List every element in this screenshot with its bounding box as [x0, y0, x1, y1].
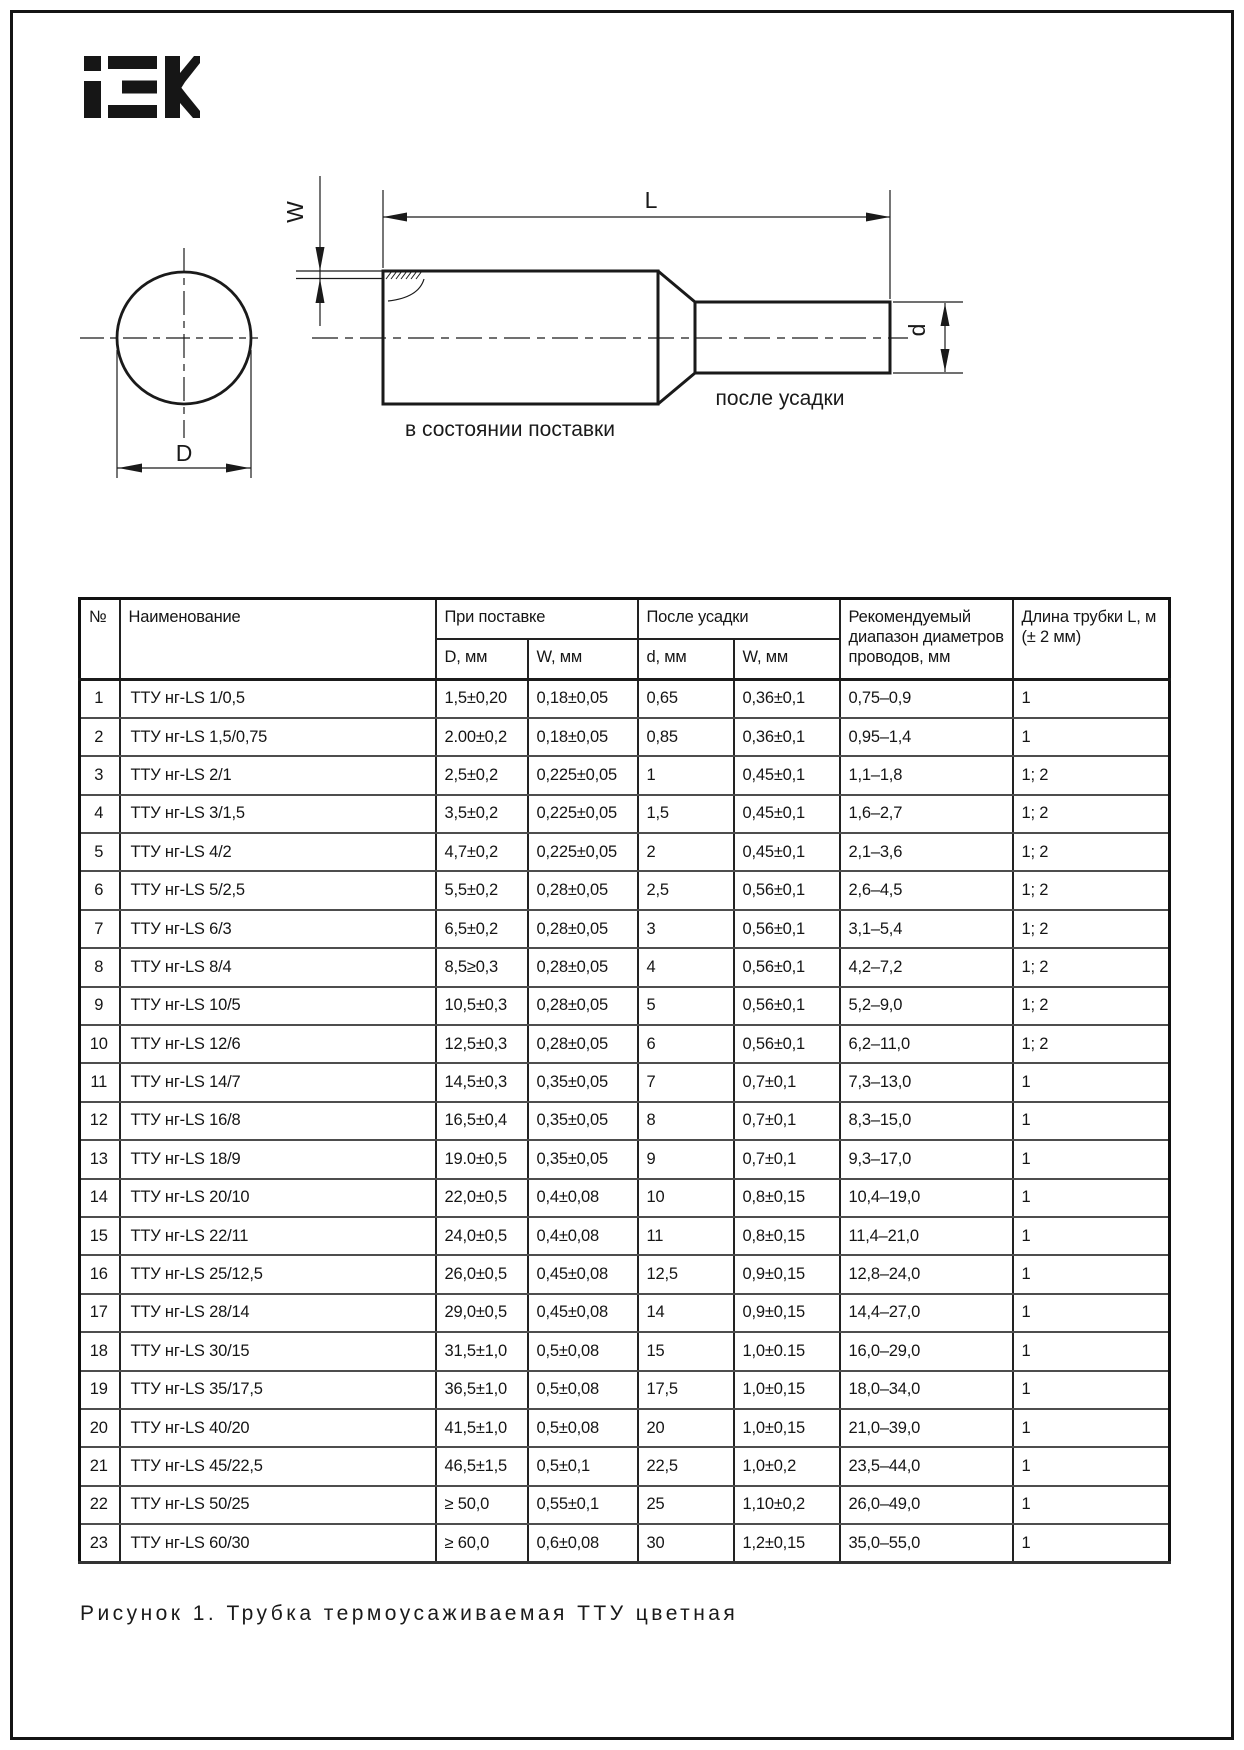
table-cell: 0,35±0,05 — [528, 1102, 638, 1140]
table-cell: 4,7±0,2 — [436, 833, 528, 871]
table-cell: 17,5 — [638, 1371, 734, 1409]
table-cell: 0,36±0,1 — [734, 718, 840, 756]
table-cell: 41,5±1,0 — [436, 1409, 528, 1447]
table-cell: 0,28±0,05 — [528, 987, 638, 1025]
table-cell: 6,2–11,0 — [840, 1025, 1013, 1063]
table-cell: 0,56±0,1 — [734, 910, 840, 948]
header-delivery: При поставке — [436, 599, 638, 639]
table-cell: 0,65 — [638, 680, 734, 718]
table-row — [80, 1179, 1170, 1217]
table-row — [80, 1063, 1170, 1101]
table-cell: ТТУ нг-LS 1,5/0,75 — [120, 718, 436, 756]
table-cell: 14,4–27,0 — [840, 1294, 1013, 1332]
table-cell: ТТУ нг-LS 60/30 — [120, 1524, 436, 1562]
table-cell: 3 — [80, 756, 120, 794]
table-row — [80, 718, 1170, 756]
table-cell: 8 — [80, 948, 120, 986]
table-cell: ТТУ нг-LS 12/6 — [120, 1025, 436, 1063]
header-after-shrink: После усадки — [638, 599, 840, 639]
table-cell: 7,3–13,0 — [840, 1063, 1013, 1101]
table-cell: 1 — [1013, 1294, 1170, 1332]
table-cell: 1,0±0.15 — [734, 1332, 840, 1370]
header-tube-length: Длина трубки L, м (± 2 мм) — [1013, 599, 1170, 680]
table-cell: 1 — [1013, 1409, 1170, 1447]
table-cell: 12 — [80, 1102, 120, 1140]
table-cell: 6,5±0,2 — [436, 910, 528, 948]
table-cell: 2,1–3,6 — [840, 833, 1013, 871]
table-row — [80, 1140, 1170, 1178]
table-cell: 9 — [80, 987, 120, 1025]
table-cell: 0,5±0,08 — [528, 1332, 638, 1370]
table-cell: 0,225±0,05 — [528, 795, 638, 833]
table-cell: 1 — [1013, 680, 1170, 718]
table-cell: 0,28±0,05 — [528, 948, 638, 986]
table-row — [80, 948, 1170, 986]
table-cell: 1,1–1,8 — [840, 756, 1013, 794]
logo-i-dot — [84, 56, 101, 71]
table-cell: 0,56±0,1 — [734, 948, 840, 986]
header-w2-mm: W, мм — [734, 639, 840, 680]
table-cell: 2 — [80, 718, 120, 756]
table-cell: 0,8±0,15 — [734, 1217, 840, 1255]
table-cell: ТТУ нг-LS 30/15 — [120, 1332, 436, 1370]
table-cell: 1 — [1013, 1063, 1170, 1101]
table-cell: 1,2±0,15 — [734, 1524, 840, 1562]
table-cell: 1 — [1013, 1179, 1170, 1217]
header-W-mm: W, мм — [528, 639, 638, 680]
spec-table-container — [78, 597, 1171, 1564]
table-cell: 8,3–15,0 — [840, 1102, 1013, 1140]
table-cell: 4 — [638, 948, 734, 986]
table-cell: ТТУ нг-LS 8/4 — [120, 948, 436, 986]
table-cell: 1; 2 — [1013, 987, 1170, 1025]
label-supplied-state: в состоянии поставки — [405, 418, 615, 441]
table-cell: 11 — [638, 1217, 734, 1255]
table-cell: 14 — [638, 1294, 734, 1332]
table-cell: 1,10±0,2 — [734, 1486, 840, 1524]
table-cell: 9,3–17,0 — [840, 1140, 1013, 1178]
table-row — [80, 1217, 1170, 1255]
table-cell: 23,5–44,0 — [840, 1447, 1013, 1485]
table-cell: 24,0±0,5 — [436, 1217, 528, 1255]
spec-table — [78, 597, 1171, 1564]
label-L: L — [644, 187, 658, 213]
table-cell: 16,5±0,4 — [436, 1102, 528, 1140]
table-cell: 1; 2 — [1013, 833, 1170, 871]
table-cell: 0,225±0,05 — [528, 756, 638, 794]
table-row — [80, 1102, 1170, 1140]
label-W: W — [282, 201, 308, 223]
table-cell: 0,5±0,08 — [528, 1409, 638, 1447]
table-cell: 10,4–19,0 — [840, 1179, 1013, 1217]
table-cell: 2,6–4,5 — [840, 871, 1013, 909]
header-wire-range: Рекомендуемый диапазон диаметров проводов, мм — [840, 599, 1013, 680]
table-cell: 4,2–7,2 — [840, 948, 1013, 986]
table-cell: 0,45±0,1 — [734, 756, 840, 794]
table-cell: 0,5±0,08 — [528, 1371, 638, 1409]
table-cell: 1 — [1013, 1255, 1170, 1293]
table-cell: 1 — [638, 756, 734, 794]
label-D: D — [175, 440, 193, 466]
table-row — [80, 1486, 1170, 1524]
table-cell: 25 — [638, 1486, 734, 1524]
table-cell: ТТУ нг-LS 5/2,5 — [120, 871, 436, 909]
table-cell: 0,9±0,15 — [734, 1255, 840, 1293]
table-cell: ТТУ нг-LS 20/10 — [120, 1179, 436, 1217]
table-cell: 17 — [80, 1294, 120, 1332]
table-cell: 0,35±0,05 — [528, 1063, 638, 1101]
table-cell: 11 — [80, 1063, 120, 1101]
logo-k-glyph — [165, 56, 200, 118]
table-cell: 2,5±0,2 — [436, 756, 528, 794]
table-cell: 5,5±0,2 — [436, 871, 528, 909]
table-cell: 0,7±0,1 — [734, 1140, 840, 1178]
table-cell: 0,56±0,1 — [734, 1025, 840, 1063]
label-after-shrink: после усадки — [715, 387, 845, 410]
table-cell: ТТУ нг-LS 1/0,5 — [120, 680, 436, 718]
logo-e-glyph — [108, 56, 157, 118]
table-cell: 0,35±0,05 — [528, 1140, 638, 1178]
table-cell: 0,45±0,1 — [734, 833, 840, 871]
table-cell: 0,225±0,05 — [528, 833, 638, 871]
table-cell: 3 — [638, 910, 734, 948]
table-cell: 5,2–9,0 — [840, 987, 1013, 1025]
table-cell: 3,1–5,4 — [840, 910, 1013, 948]
table-cell: 7 — [80, 910, 120, 948]
table-cell: ТТУ нг-LS 50/25 — [120, 1486, 436, 1524]
table-cell: 0,5±0,1 — [528, 1447, 638, 1485]
table-cell: ТТУ нг-LS 45/22,5 — [120, 1447, 436, 1485]
logo-text — [0, 0, 1, 1]
table-cell: 1 — [1013, 1486, 1170, 1524]
table-cell: 1; 2 — [1013, 1025, 1170, 1063]
table-cell: 6 — [80, 871, 120, 909]
table-cell: 5 — [638, 987, 734, 1025]
spec-table-body — [80, 680, 1170, 1563]
table-cell: 0,28±0,05 — [528, 1025, 638, 1063]
table-cell: 1; 2 — [1013, 756, 1170, 794]
table-cell: ТТУ нг-LS 6/3 — [120, 910, 436, 948]
table-cell: 9 — [638, 1140, 734, 1178]
table-row — [80, 1255, 1170, 1293]
table-cell: 10 — [638, 1179, 734, 1217]
table-cell: 14 — [80, 1179, 120, 1217]
table-row — [80, 1371, 1170, 1409]
table-cell: 0,4±0,08 — [528, 1179, 638, 1217]
header-D-mm: D, мм — [436, 639, 528, 680]
table-cell: 1 — [80, 680, 120, 718]
table-cell: 0,4±0,08 — [528, 1217, 638, 1255]
table-cell: 1,5±0,20 — [436, 680, 528, 718]
table-cell: 1; 2 — [1013, 910, 1170, 948]
logo-i-stem — [84, 81, 101, 118]
table-cell: 18 — [80, 1332, 120, 1370]
table-row — [80, 1332, 1170, 1370]
table-cell: 0,7±0,1 — [734, 1063, 840, 1101]
table-cell: 1,0±0,15 — [734, 1409, 840, 1447]
table-cell: 13 — [80, 1140, 120, 1178]
table-row — [80, 1294, 1170, 1332]
table-cell: ≥ 50,0 — [436, 1486, 528, 1524]
table-cell: 15 — [80, 1217, 120, 1255]
table-cell: ТТУ нг-LS 10/5 — [120, 987, 436, 1025]
table-cell: ТТУ нг-LS 3/1,5 — [120, 795, 436, 833]
table-cell: 1 — [1013, 718, 1170, 756]
table-cell: 1,5 — [638, 795, 734, 833]
table-cell: ТТУ нг-LS 35/17,5 — [120, 1371, 436, 1409]
table-cell: 0,45±0,08 — [528, 1255, 638, 1293]
table-cell: 16,0–29,0 — [840, 1332, 1013, 1370]
table-cell: 46,5±1,5 — [436, 1447, 528, 1485]
table-cell: 1 — [1013, 1332, 1170, 1370]
figure-caption: Рисунок 1. Трубка термоусаживаемая ТТУ цветная — [80, 1602, 739, 1625]
table-cell: 1 — [1013, 1371, 1170, 1409]
table-row — [80, 1447, 1170, 1485]
table-cell: 36,5±1,0 — [436, 1371, 528, 1409]
header-name: Наименование — [120, 599, 436, 680]
tube-technical-drawing — [0, 140, 1244, 510]
table-row — [80, 1524, 1170, 1562]
table-cell: ТТУ нг-LS 25/12,5 — [120, 1255, 436, 1293]
header-num: № — [80, 599, 120, 680]
table-cell: ТТУ нг-LS 16/8 — [120, 1102, 436, 1140]
table-row — [80, 910, 1170, 948]
table-cell: 19.0±0,5 — [436, 1140, 528, 1178]
table-cell: 0,18±0,05 — [528, 718, 638, 756]
table-cell: 2,5 — [638, 871, 734, 909]
table-cell: ТТУ нг-LS 4/2 — [120, 833, 436, 871]
table-cell: 0,6±0,08 — [528, 1524, 638, 1562]
label-d: d — [904, 323, 930, 337]
table-cell: 1; 2 — [1013, 948, 1170, 986]
table-cell: ТТУ нг-LS 40/20 — [120, 1409, 436, 1447]
table-cell: 5 — [80, 833, 120, 871]
iek-logo — [84, 56, 200, 118]
table-cell: 10,5±0,3 — [436, 987, 528, 1025]
table-cell: 22,5 — [638, 1447, 734, 1485]
table-cell: 10 — [80, 1025, 120, 1063]
table-cell: 0,7±0,1 — [734, 1102, 840, 1140]
table-cell: 8,5≥0,3 — [436, 948, 528, 986]
table-cell: 1 — [1013, 1524, 1170, 1562]
header-d-mm: d, мм — [638, 639, 734, 680]
table-cell: 0,56±0,1 — [734, 987, 840, 1025]
table-cell: 1 — [1013, 1447, 1170, 1485]
table-row — [80, 756, 1170, 794]
table-cell: ТТУ нг-LS 14/7 — [120, 1063, 436, 1101]
table-cell: 2.00±0,2 — [436, 718, 528, 756]
table-cell: ≥ 60,0 — [436, 1524, 528, 1562]
table-cell: 16 — [80, 1255, 120, 1293]
table-cell: 26,0±0,5 — [436, 1255, 528, 1293]
table-cell: 8 — [638, 1102, 734, 1140]
table-cell: 26,0–49,0 — [840, 1486, 1013, 1524]
table-cell: 19 — [80, 1371, 120, 1409]
table-cell: 20 — [80, 1409, 120, 1447]
table-cell: 7 — [638, 1063, 734, 1101]
table-cell: 0,95–1,4 — [840, 718, 1013, 756]
table-cell: 0,55±0,1 — [528, 1486, 638, 1524]
table-cell: ТТУ нг-LS 2/1 — [120, 756, 436, 794]
table-row — [80, 1409, 1170, 1447]
table-cell: 1; 2 — [1013, 871, 1170, 909]
table-cell: 12,5 — [638, 1255, 734, 1293]
table-row — [80, 1025, 1170, 1063]
table-cell: 1,0±0,15 — [734, 1371, 840, 1409]
table-cell: 1,6–2,7 — [840, 795, 1013, 833]
table-cell: 1,0±0,2 — [734, 1447, 840, 1485]
table-cell: 4 — [80, 795, 120, 833]
table-cell: 22 — [80, 1486, 120, 1524]
table-cell: 0,28±0,05 — [528, 910, 638, 948]
table-cell: 0,28±0,05 — [528, 871, 638, 909]
table-cell: 0,45±0,1 — [734, 795, 840, 833]
table-cell: ТТУ нг-LS 28/14 — [120, 1294, 436, 1332]
table-cell: 6 — [638, 1025, 734, 1063]
table-cell: 1 — [1013, 1102, 1170, 1140]
table-cell: 20 — [638, 1409, 734, 1447]
table-cell: 35,0–55,0 — [840, 1524, 1013, 1562]
table-cell: 12,8–24,0 — [840, 1255, 1013, 1293]
table-cell: 0,85 — [638, 718, 734, 756]
table-cell: 1 — [1013, 1217, 1170, 1255]
table-row — [80, 795, 1170, 833]
table-cell: 0,45±0,08 — [528, 1294, 638, 1332]
table-cell: 1 — [1013, 1140, 1170, 1178]
table-cell: 0,8±0,15 — [734, 1179, 840, 1217]
table-cell: 11,4–21,0 — [840, 1217, 1013, 1255]
table-cell: 30 — [638, 1524, 734, 1562]
table-cell: 14,5±0,3 — [436, 1063, 528, 1101]
table-cell: 0,18±0,05 — [528, 680, 638, 718]
table-cell: 2 — [638, 833, 734, 871]
table-cell: 1; 2 — [1013, 795, 1170, 833]
table-row — [80, 680, 1170, 718]
table-cell: ТТУ нг-LS 22/11 — [120, 1217, 436, 1255]
table-row — [80, 987, 1170, 1025]
table-cell: 22,0±0,5 — [436, 1179, 528, 1217]
table-cell: 29,0±0,5 — [436, 1294, 528, 1332]
table-cell: 21,0–39,0 — [840, 1409, 1013, 1447]
table-cell: 31,5±1,0 — [436, 1332, 528, 1370]
table-cell: 0,56±0,1 — [734, 871, 840, 909]
table-cell: 0,75–0,9 — [840, 680, 1013, 718]
table-cell: 15 — [638, 1332, 734, 1370]
table-cell: ТТУ нг-LS 18/9 — [120, 1140, 436, 1178]
table-cell: 18,0–34,0 — [840, 1371, 1013, 1409]
table-cell: 12,5±0,3 — [436, 1025, 528, 1063]
table-cell: 21 — [80, 1447, 120, 1485]
table-cell: 0,9±0,15 — [734, 1294, 840, 1332]
table-row — [80, 871, 1170, 909]
table-row — [80, 833, 1170, 871]
table-cell: 0,36±0,1 — [734, 680, 840, 718]
table-cell: 3,5±0,2 — [436, 795, 528, 833]
table-cell: 23 — [80, 1524, 120, 1562]
